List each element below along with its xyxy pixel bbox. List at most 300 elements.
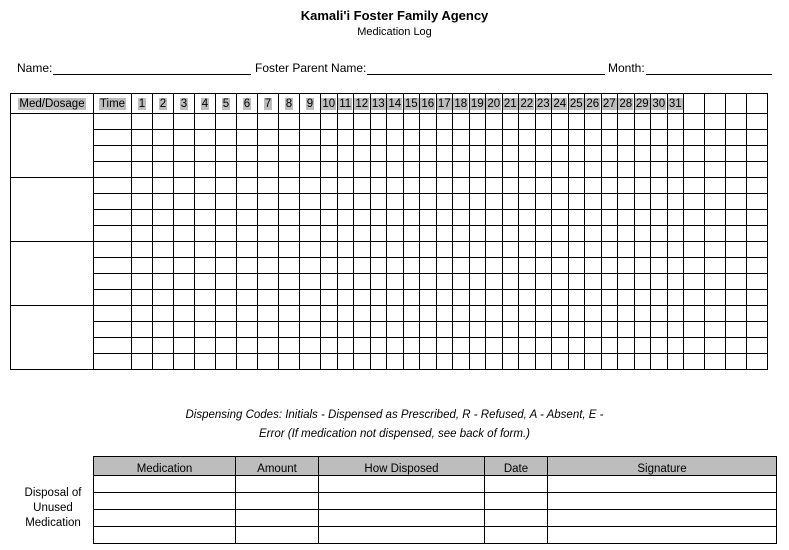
dose-cell[interactable] [420,306,437,322]
dose-cell[interactable] [174,162,195,178]
dose-cell[interactable] [747,354,768,370]
disposal-cell[interactable] [548,493,777,510]
dose-cell[interactable] [153,226,174,242]
dose-cell[interactable] [747,290,768,306]
dose-cell[interactable] [403,338,420,354]
dose-cell[interactable] [387,306,404,322]
dose-cell[interactable] [585,322,602,338]
dose-cell[interactable] [337,354,354,370]
dose-cell[interactable] [618,322,635,338]
dose-cell[interactable] [354,146,371,162]
dose-cell[interactable] [370,210,387,226]
dose-cell[interactable] [370,146,387,162]
dose-cell[interactable] [387,194,404,210]
dose-cell[interactable] [601,354,618,370]
dose-cell[interactable] [354,162,371,178]
dose-cell[interactable] [535,194,552,210]
dose-cell[interactable] [618,162,635,178]
dose-cell[interactable] [726,258,747,274]
dose-cell[interactable] [174,322,195,338]
dose-cell[interactable] [667,322,684,338]
dose-cell[interactable] [174,130,195,146]
dose-cell[interactable] [585,130,602,146]
dose-cell[interactable] [552,322,569,338]
dose-cell[interactable] [258,226,279,242]
dose-cell[interactable] [585,354,602,370]
dose-cell[interactable] [535,178,552,194]
dose-cell[interactable] [216,306,237,322]
dose-cell[interactable] [195,322,216,338]
dose-cell[interactable] [634,258,651,274]
dose-cell[interactable] [667,114,684,130]
dose-cell[interactable] [279,322,300,338]
dose-cell[interactable] [726,210,747,226]
dose-cell[interactable] [726,306,747,322]
dose-cell[interactable] [279,290,300,306]
dose-cell[interactable] [321,290,338,306]
dose-cell[interactable] [705,210,726,226]
dose-cell[interactable] [420,130,437,146]
dose-cell[interactable] [684,338,705,354]
dose-cell[interactable] [535,322,552,338]
dose-cell[interactable] [153,258,174,274]
dose-cell[interactable] [519,258,536,274]
dose-cell[interactable] [321,146,338,162]
dose-cell[interactable] [153,354,174,370]
dose-cell[interactable] [174,290,195,306]
time-cell[interactable] [94,210,132,226]
dose-cell[interactable] [747,226,768,242]
disposal-cell[interactable] [94,493,236,510]
dose-cell[interactable] [684,242,705,258]
time-cell[interactable] [94,306,132,322]
dose-cell[interactable] [436,178,453,194]
dose-cell[interactable] [747,258,768,274]
dose-cell[interactable] [216,242,237,258]
dose-cell[interactable] [337,242,354,258]
dose-cell[interactable] [469,194,486,210]
dose-cell[interactable] [337,258,354,274]
dose-cell[interactable] [436,306,453,322]
dose-cell[interactable] [195,226,216,242]
dose-cell[interactable] [436,194,453,210]
dose-cell[interactable] [153,162,174,178]
dose-cell[interactable] [705,354,726,370]
dose-cell[interactable] [618,226,635,242]
dose-cell[interactable] [726,290,747,306]
dose-cell[interactable] [486,354,503,370]
dose-cell[interactable] [726,114,747,130]
dose-cell[interactable] [370,114,387,130]
dose-cell[interactable] [403,274,420,290]
dose-cell[interactable] [403,162,420,178]
dose-cell[interactable] [195,194,216,210]
dose-cell[interactable] [153,210,174,226]
dose-cell[interactable] [387,114,404,130]
dose-cell[interactable] [195,306,216,322]
dose-cell[interactable] [502,242,519,258]
dose-cell[interactable] [651,258,668,274]
dose-cell[interactable] [237,210,258,226]
dose-cell[interactable] [618,114,635,130]
dose-cell[interactable] [453,194,470,210]
dose-cell[interactable] [258,258,279,274]
dose-cell[interactable] [370,306,387,322]
dose-cell[interactable] [585,194,602,210]
dose-cell[interactable] [337,146,354,162]
dose-cell[interactable] [535,162,552,178]
dose-cell[interactable] [634,322,651,338]
dose-cell[interactable] [453,146,470,162]
dose-cell[interactable] [684,162,705,178]
dose-cell[interactable] [403,194,420,210]
dose-cell[interactable] [552,290,569,306]
dose-cell[interactable] [436,242,453,258]
dose-cell[interactable] [132,338,153,354]
dose-cell[interactable] [153,146,174,162]
dose-cell[interactable] [403,226,420,242]
dose-cell[interactable] [370,338,387,354]
dose-cell[interactable] [354,194,371,210]
dose-cell[interactable] [153,194,174,210]
dose-cell[interactable] [519,338,536,354]
dose-cell[interactable] [195,258,216,274]
dose-cell[interactable] [453,242,470,258]
dose-cell[interactable] [258,210,279,226]
disposal-cell[interactable] [236,493,319,510]
dose-cell[interactable] [667,178,684,194]
dose-cell[interactable] [469,306,486,322]
dose-cell[interactable] [568,242,585,258]
dose-cell[interactable] [747,242,768,258]
dose-cell[interactable] [618,338,635,354]
dose-cell[interactable] [486,210,503,226]
dose-cell[interactable] [618,274,635,290]
dose-cell[interactable] [585,306,602,322]
dose-cell[interactable] [486,114,503,130]
dose-cell[interactable] [601,210,618,226]
dose-cell[interactable] [552,162,569,178]
dose-cell[interactable] [153,306,174,322]
dose-cell[interactable] [469,338,486,354]
dose-cell[interactable] [420,354,437,370]
time-cell[interactable] [94,274,132,290]
dose-cell[interactable] [174,242,195,258]
dose-cell[interactable] [705,322,726,338]
dose-cell[interactable] [667,146,684,162]
dose-cell[interactable] [300,306,321,322]
dose-cell[interactable] [552,242,569,258]
disposal-cell[interactable] [548,476,777,493]
dose-cell[interactable] [747,178,768,194]
disposal-cell[interactable] [236,476,319,493]
dose-cell[interactable] [634,114,651,130]
dose-cell[interactable] [601,322,618,338]
dose-cell[interactable] [279,178,300,194]
dose-cell[interactable] [279,338,300,354]
dose-cell[interactable] [174,306,195,322]
dose-cell[interactable] [705,226,726,242]
dose-cell[interactable] [469,130,486,146]
dose-cell[interactable] [486,146,503,162]
dose-cell[interactable] [705,194,726,210]
dose-cell[interactable] [726,146,747,162]
dose-cell[interactable] [585,290,602,306]
dose-cell[interactable] [552,114,569,130]
dose-cell[interactable] [403,354,420,370]
dose-cell[interactable] [153,114,174,130]
dose-cell[interactable] [747,322,768,338]
dose-cell[interactable] [601,258,618,274]
dose-cell[interactable] [519,322,536,338]
dose-cell[interactable] [634,338,651,354]
dose-cell[interactable] [618,210,635,226]
dose-cell[interactable] [132,130,153,146]
dose-cell[interactable] [684,354,705,370]
dose-cell[interactable] [705,242,726,258]
dose-cell[interactable] [216,114,237,130]
dose-cell[interactable] [519,290,536,306]
dose-cell[interactable] [535,210,552,226]
dose-cell[interactable] [705,114,726,130]
dose-cell[interactable] [436,210,453,226]
dose-cell[interactable] [519,242,536,258]
dose-cell[interactable] [195,274,216,290]
med-dosage-cell[interactable] [11,114,94,178]
dose-cell[interactable] [726,130,747,146]
dose-cell[interactable] [174,178,195,194]
dose-cell[interactable] [502,226,519,242]
dose-cell[interactable] [502,354,519,370]
dose-cell[interactable] [321,114,338,130]
dose-cell[interactable] [651,354,668,370]
dose-cell[interactable] [519,354,536,370]
dose-cell[interactable] [634,226,651,242]
dose-cell[interactable] [651,146,668,162]
dose-cell[interactable] [601,226,618,242]
disposal-cell[interactable] [94,527,236,544]
dose-cell[interactable] [519,194,536,210]
dose-cell[interactable] [403,210,420,226]
dose-cell[interactable] [552,338,569,354]
dose-cell[interactable] [519,306,536,322]
dose-cell[interactable] [420,210,437,226]
disposal-cell[interactable] [94,476,236,493]
dose-cell[interactable] [237,338,258,354]
dose-cell[interactable] [705,290,726,306]
dose-cell[interactable] [585,258,602,274]
dose-cell[interactable] [651,274,668,290]
dose-cell[interactable] [469,242,486,258]
dose-cell[interactable] [535,306,552,322]
dose-cell[interactable] [684,146,705,162]
dose-cell[interactable] [684,226,705,242]
dose-cell[interactable] [354,114,371,130]
dose-cell[interactable] [684,114,705,130]
time-cell[interactable] [94,338,132,354]
dose-cell[interactable] [153,338,174,354]
dose-cell[interactable] [486,178,503,194]
dose-cell[interactable] [321,322,338,338]
dose-cell[interactable] [535,274,552,290]
dose-cell[interactable] [279,226,300,242]
dose-cell[interactable] [174,258,195,274]
dose-cell[interactable] [237,130,258,146]
dose-cell[interactable] [684,290,705,306]
dose-cell[interactable] [195,162,216,178]
dose-cell[interactable] [747,130,768,146]
dose-cell[interactable] [453,178,470,194]
dose-cell[interactable] [337,130,354,146]
dose-cell[interactable] [387,146,404,162]
dose-cell[interactable] [258,322,279,338]
dose-cell[interactable] [174,114,195,130]
dose-cell[interactable] [585,162,602,178]
dose-cell[interactable] [436,226,453,242]
dose-cell[interactable] [618,354,635,370]
dose-cell[interactable] [370,354,387,370]
dose-cell[interactable] [618,242,635,258]
dose-cell[interactable] [486,242,503,258]
disposal-cell[interactable] [548,510,777,527]
dose-cell[interactable] [132,290,153,306]
dose-cell[interactable] [705,146,726,162]
dose-cell[interactable] [747,162,768,178]
dose-cell[interactable] [216,354,237,370]
dose-cell[interactable] [258,162,279,178]
dose-cell[interactable] [502,274,519,290]
dose-cell[interactable] [370,258,387,274]
dose-cell[interactable] [601,178,618,194]
dose-cell[interactable] [486,338,503,354]
dose-cell[interactable] [634,354,651,370]
dose-cell[interactable] [726,226,747,242]
dose-cell[interactable] [195,210,216,226]
dose-cell[interactable] [453,338,470,354]
dose-cell[interactable] [552,146,569,162]
dose-cell[interactable] [237,322,258,338]
dose-cell[interactable] [354,322,371,338]
dose-cell[interactable] [747,274,768,290]
dose-cell[interactable] [651,178,668,194]
dose-cell[interactable] [453,306,470,322]
dose-cell[interactable] [420,338,437,354]
dose-cell[interactable] [420,194,437,210]
dose-cell[interactable] [354,242,371,258]
dose-cell[interactable] [585,210,602,226]
dose-cell[interactable] [469,162,486,178]
dose-cell[interactable] [747,338,768,354]
dose-cell[interactable] [519,274,536,290]
dose-cell[interactable] [519,226,536,242]
dose-cell[interactable] [705,178,726,194]
dose-cell[interactable] [502,322,519,338]
dose-cell[interactable] [535,130,552,146]
disposal-cell[interactable] [548,527,777,544]
dose-cell[interactable] [420,178,437,194]
month-input-line[interactable] [646,61,772,75]
dose-cell[interactable] [300,338,321,354]
dose-cell[interactable] [667,130,684,146]
dose-cell[interactable] [469,210,486,226]
dose-cell[interactable] [153,178,174,194]
dose-cell[interactable] [258,130,279,146]
dose-cell[interactable] [747,194,768,210]
dose-cell[interactable] [279,242,300,258]
dose-cell[interactable] [321,258,338,274]
dose-cell[interactable] [237,194,258,210]
dose-cell[interactable] [354,274,371,290]
dose-cell[interactable] [403,322,420,338]
dose-cell[interactable] [216,338,237,354]
dose-cell[interactable] [568,322,585,338]
dose-cell[interactable] [601,290,618,306]
dose-cell[interactable] [634,290,651,306]
dose-cell[interactable] [195,338,216,354]
dose-cell[interactable] [354,210,371,226]
dose-cell[interactable] [618,146,635,162]
dose-cell[interactable] [195,178,216,194]
dose-cell[interactable] [552,210,569,226]
dose-cell[interactable] [667,162,684,178]
dose-cell[interactable] [258,274,279,290]
dose-cell[interactable] [279,210,300,226]
dose-cell[interactable] [726,322,747,338]
dose-cell[interactable] [258,306,279,322]
dose-cell[interactable] [403,114,420,130]
time-cell[interactable] [94,354,132,370]
dose-cell[interactable] [300,354,321,370]
dose-cell[interactable] [568,274,585,290]
dose-cell[interactable] [153,130,174,146]
dose-cell[interactable] [258,194,279,210]
dose-cell[interactable] [453,290,470,306]
dose-cell[interactable] [601,338,618,354]
dose-cell[interactable] [216,130,237,146]
dose-cell[interactable] [132,194,153,210]
dose-cell[interactable] [651,210,668,226]
dose-cell[interactable] [651,290,668,306]
dose-cell[interactable] [420,114,437,130]
dose-cell[interactable] [174,226,195,242]
dose-cell[interactable] [486,290,503,306]
dose-cell[interactable] [132,242,153,258]
dose-cell[interactable] [132,354,153,370]
dose-cell[interactable] [174,354,195,370]
dose-cell[interactable] [535,338,552,354]
dose-cell[interactable] [634,162,651,178]
dose-cell[interactable] [585,274,602,290]
dose-cell[interactable] [726,178,747,194]
time-cell[interactable] [94,258,132,274]
dose-cell[interactable] [552,226,569,242]
dose-cell[interactable] [634,210,651,226]
foster-parent-input-line[interactable] [367,61,605,75]
dose-cell[interactable] [502,130,519,146]
dose-cell[interactable] [132,226,153,242]
dose-cell[interactable] [469,354,486,370]
dose-cell[interactable] [132,322,153,338]
dose-cell[interactable] [216,162,237,178]
dose-cell[interactable] [453,226,470,242]
dose-cell[interactable] [237,114,258,130]
dose-cell[interactable] [684,322,705,338]
dose-cell[interactable] [354,354,371,370]
dose-cell[interactable] [279,146,300,162]
dose-cell[interactable] [420,274,437,290]
dose-cell[interactable] [387,130,404,146]
med-dosage-cell[interactable] [11,242,94,306]
